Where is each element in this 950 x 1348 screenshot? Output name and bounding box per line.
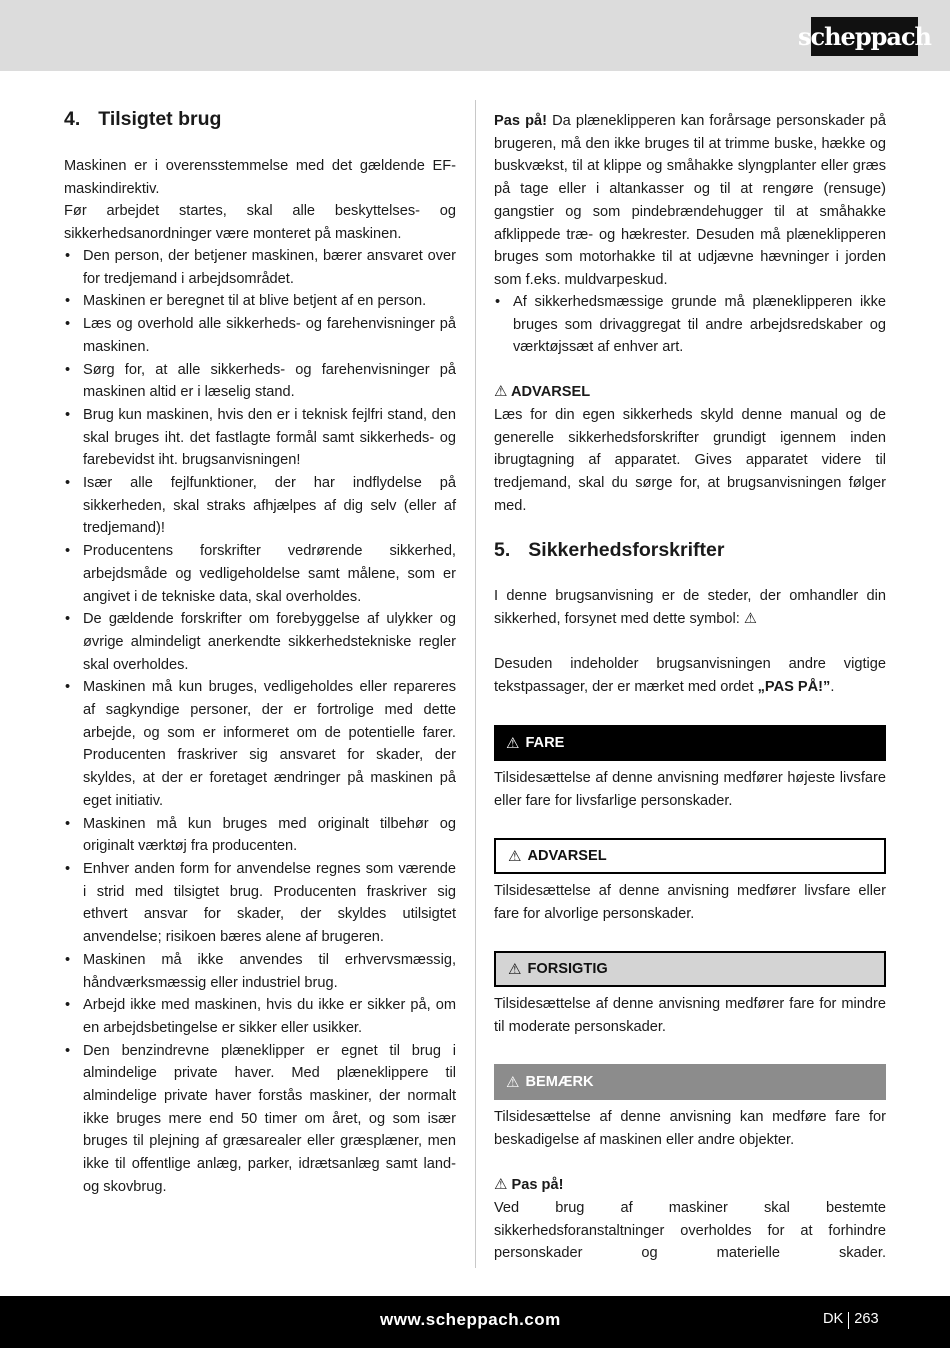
pas-pa-paragraph [494,110,886,292]
header-bar [0,0,950,71]
list-item: • Den benzindrevne plæneklipper er egnet til brug i almindelige private haver. Med plæneklippere til almindelige private haver forstås maskiner, der normalt ikke bruges mere end 50 timer om året, og som især bruges til plejning af græsarealer eller græsplæner, men ikke til offentlige anlæg, parker, idrætsanlæg samt land- og skovbrug. [64,1040,456,1199]
bemaerk-label-box: ⚠ BEMÆRK [494,1064,886,1100]
warning-triangle-icon: ⚠ [508,848,522,865]
page-indicator [823,1311,879,1329]
column-divider [475,100,476,1268]
section-4-heading [64,108,221,131]
right-bullet-list [494,291,886,359]
list-item: • De gældende forskrifter om forebyggelse af ulykker og øvrige almindeligt anerkendte sikkerhedstekniske regler skal overholdes. [64,608,456,676]
advarsel-label-box: ⚠ ADVARSEL [494,838,886,874]
section-title: Tilsigtet brug [98,108,222,130]
list-item: • Producentens forskrifter vedrørende sikkerhed, arbejdsmåde og vedligeholdelse samt målene, som er angivet i de tekniske data, skal overholdes. [64,540,456,608]
list-item: • Maskinen må ikke anvendes til erhvervsmæssig, håndværksmæssig eller industriel brug. [64,949,456,994]
pas-pa-intro-paragraph: Desuden indeholder brugsanvisningen andre vigtige tekstpassager, der er mærket med ordet „PAS PÅ!”. [494,656,886,695]
separator [848,1312,849,1329]
advarsel-paragraph: Læs for din egen sikkerheds skyld denne manual og de generelle sikkerhedsforskrifter grundigt igennem inden ibrugtagning af apparatet. Gives apparatet videre til tredjemand, skal du sørge for, at brugsanvisningen følger med. [494,407,886,514]
advarsel-description: Tilsidesættelse af denne anvisning medfører livsfare eller fare for alvorlige personskader. [494,883,886,922]
warning-triangle-icon: ⚠ [506,735,520,752]
advarsel-heading: ⚠ ADVARSEL [494,383,591,400]
forsigtig-description: Tilsidesættelse af denne anvisning medfører fare for mindre til moderate personskader. [494,996,886,1035]
website-link[interactable]: www.scheppach.com [380,1310,561,1329]
list-item: • Læs og overhold alle sikkerheds- og farehenvisninger på maskinen. [64,313,456,358]
bemaerk-description: Tilsidesættelse af denne anvisning kan medføre fare for beskadigelse af maskinen eller andre objekter. [494,1109,886,1148]
section-5-heading [494,539,724,562]
list-item: • Maskinen må kun bruges med originalt tilbehør og originalt værktøj fra producenten. [64,813,456,858]
final-pas-pa-text: Ved brug af maskiner skal bestemte sikkerhedsforanstaltninger overholdes for at forhindre personskader og materielle skader. [494,1200,886,1262]
scheppach-logo: scheppach [811,17,918,56]
forsigtig-label-box: ⚠ FORSIGTIG [494,951,886,987]
fare-description: Tilsidesættelse af denne anvisning medfører højeste livsfare eller fare for livsfarlige personskader. [494,770,886,809]
list-item: • Enhver anden form for anvendelse regnes som værende i strid med tilsigtet brug. Producenten fraskriver sig ethvert ansvar for skader, der skyldes utilsigtet anvendelse; risikoen bæres alene af brugeren. [64,858,456,949]
list-item: • Brug kun maskinen, hvis den er i teknisk fejlfri stand, den skal bruges iht. det fastlagte formål samt sikkerheds- og farebevidst iht. brugsanvisningen! [64,404,456,472]
list-item: • Sørg for, at alle sikkerheds- og farehenvisninger på maskinen altid er i læselig stand. [64,359,456,404]
section-number: 5. [494,539,511,561]
intro-paragraph-2: Før arbejdet startes, skal alle beskyttelses- og sikkerhedsanordninger være monteret på maskinen. [64,203,456,242]
page-number: 263 [854,1311,879,1327]
section-title: Sikkerhedsforskrifter [528,539,725,561]
language-code: DK [823,1311,844,1327]
pas-pa-label: Pas på! [494,113,547,129]
intro-paragraph-1: Maskinen er i overensstemmelse med det gældende EF-maskindirektiv. [64,158,456,197]
list-item: • Maskinen må kun bruges, vedligeholdes eller repareres af sagkyndige personer, der er fortrolige med dette arbejde, og som er informeret om de potentielle farer. Producenten fraskriver sig ansvaret for skader, der skyldes, at der er foretaget ændringer på maskinen på eget initiativ. [64,676,456,812]
left-bullet-list [64,245,456,1199]
fare-label-box: ⚠ FARE [494,725,886,761]
symbol-paragraph: I denne brugsanvisning er de steder, der omhandler din sikkerhed, forsynet med dette symbol: ⚠ [494,588,886,627]
warning-triangle-icon: ⚠ [506,1074,520,1091]
pas-pa-text: Da plæneklipperen kan forårsage personskader på brugeren, må den ikke bruges til at trimme buske, hække og buskvækst, til at klippe og småhakke slyngplanter eller græs på tage eller i altankasser og til at rengøre (rensuge) gangstier og som pindebrændehugger til at småhakke afklippede træ- og hækrester. Desuden må plæneklipperen bruges som motorhakke til at udjævne hævninger i jorden som f.eks. muldvarpeskud. [494,113,886,288]
list-item: • Af sikkerhedsmæssige grunde må plæneklipperen ikke bruges som drivaggregat til andre arbejdsredskaber og værktøjssæt af enhver art. [494,291,886,359]
list-item: • Arbejd ikke med maskinen, hvis du ikke er sikker på, om en arbejdsbetingelse er sikker eller usikker. [64,994,456,1039]
warning-triangle-icon: ⚠ [508,961,522,978]
list-item: • Den person, der betjener maskinen, bærer ansvaret over for tredjemand i arbejdsområdet. [64,245,456,290]
list-item: • Især alle fejlfunktioner, der har indflydelse på sikkerheden, skal straks afhjælpes af dig selv (eller af tredjemand)! [64,472,456,540]
list-item: • Maskinen er beregnet til at blive betjent af en person. [64,290,456,313]
section-number: 4. [64,108,81,130]
warning-triangle-icon: ⚠ [494,1176,508,1193]
warning-triangle-icon: ⚠ [494,383,508,400]
pas-pa-quote: „PAS PÅ!” [757,678,831,695]
footer-bar [0,1296,950,1348]
final-pas-pa-heading: ⚠ Pas på! [494,1176,564,1193]
